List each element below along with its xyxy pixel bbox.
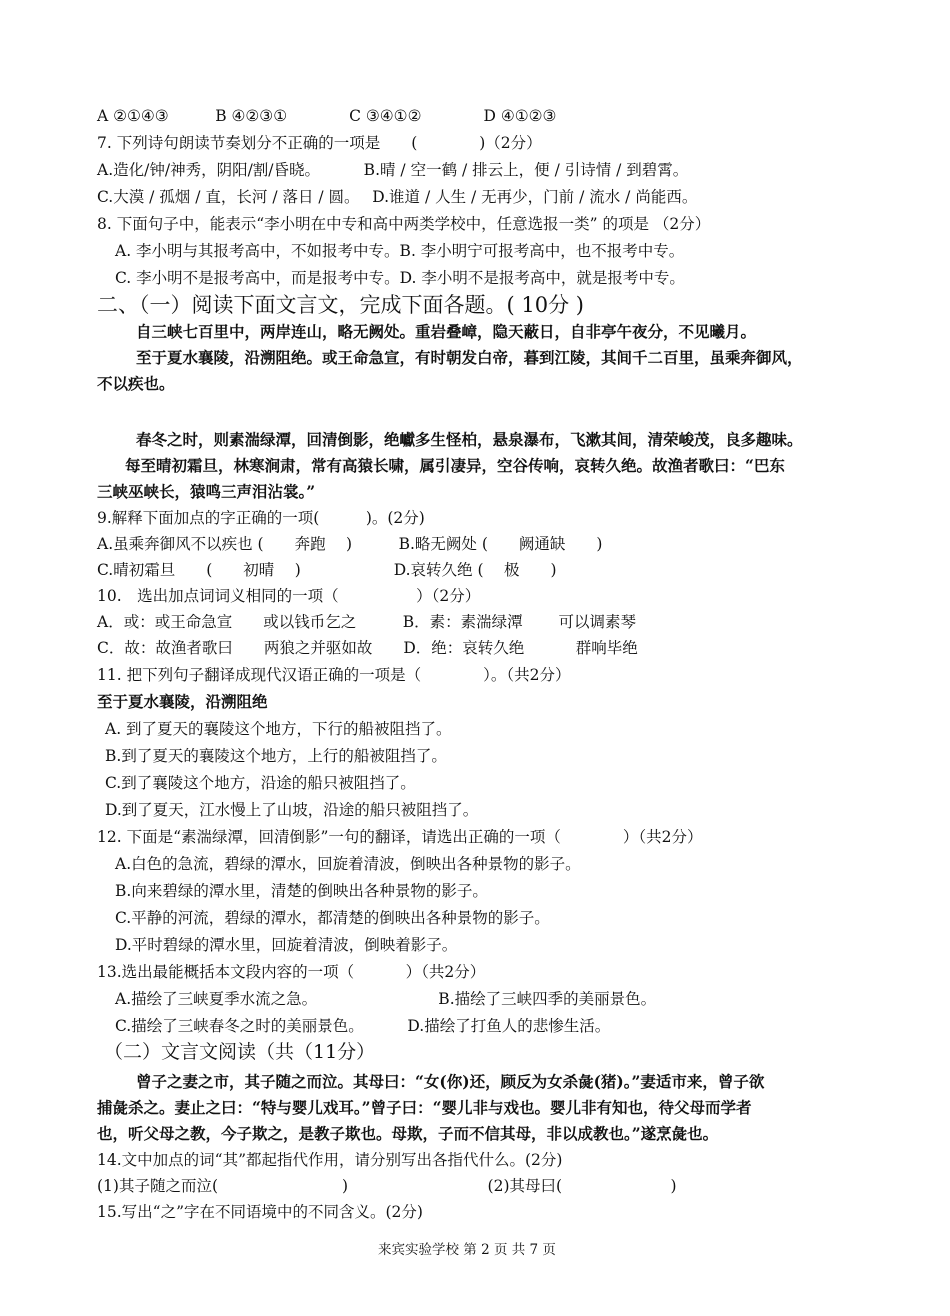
question-7: 7. 下列诗句朗读节奏划分不正确的一项是 ( )（2分） [97, 134, 542, 152]
q12-option-b: B.向来碧绿的潭水里，清楚的倒映出各种景物的影子。 [115, 882, 488, 900]
question-14: 14.文中加点的词“其”都起指代作用，请分别写出各指代什么。(2分) [97, 1151, 563, 1169]
q7-options-cd: C.大漠 / 孤烟 / 直，长河 / 落日 / 圆。 D.谁道 / 人生 / 无再少，门前 / 流水 / 尚能西。 [97, 188, 698, 206]
q8-options-ab: A. 李小明与其报考高中，不如报考中专。B. 李小明宁可报考高中，也不报考中专。 [115, 242, 685, 260]
q11-option-b: B.到了夏天的襄陵这个地方，上行的船被阻挡了。 [105, 747, 447, 765]
passage-two-line: 也，听父母之教，今子欺之，是教子欺也。母欺，子而不信其母，非以成教也。”遂烹彘也。 [97, 1124, 719, 1143]
page-footer: 来宾实验学校 第 2 页 共 7 页 [378, 1242, 556, 1258]
q13-options-ab: A.描绘了三峡夏季水流之急。 B.描绘了三峡四季的美丽景色。 [115, 990, 657, 1008]
q12-option-c: C.平静的河流，碧绿的潭水，都清楚的倒映出各种景物的影子。 [115, 909, 550, 927]
q8-options-cd: C. 李小明不是报考高中，而是报考中专。D. 李小明不是报考高中，就是报考中专。 [115, 269, 685, 287]
passage-line: 三峡巫峡长，猿鸣三声泪沾裳。” [97, 482, 316, 501]
q11-sentence: 至于夏水襄陵，沿溯阻绝 [97, 692, 268, 711]
q10-options-ab: A．或：或王命急宣 或以钱币乞之 B．素：素湍绿潭 可以调素琴 [97, 613, 637, 631]
question-10: 10. 选出加点词词义相同的一项（ ）（2分） [97, 587, 481, 605]
passage-two-line: 捕彘杀之。妻止之曰：“特与婴儿戏耳。”曾子曰：“婴儿非与戏也。婴儿非有知也，待父母而学者 [97, 1098, 752, 1117]
passage-line: 至于夏水襄陵，沿溯阻绝。或王命急宣，有时朝发白帝，暮到江陵，其间千二百里，虽乘奔御风， [136, 348, 803, 367]
q7-options-ab: A.造化/钟/神秀，阴阳/割/昏晓。 B.晴 / 空一鹤 / 排云上，便 / 引诗情 / 到碧霄。 [97, 161, 689, 179]
q12-option-d: D.平时碧绿的潭水里，回旋着清波，倒映着影子。 [115, 936, 458, 954]
q14-blanks: (1)其子随之而泣( ) (2)其母曰( ) [97, 1177, 677, 1195]
q13-options-cd: C.描绘了三峡春冬之时的美丽景色。 D.描绘了打鱼人的悲惨生活。 [115, 1017, 611, 1035]
q12-option-a: A.白色的急流，碧绿的潭水，回旋着清波，倒映出各种景物的影子。 [115, 855, 581, 873]
q9-options-ab: A.虽乘奔御风不以疾也 ( 奔跑 ) B.略无阙处 ( 阙通缺 ) [97, 535, 603, 553]
q6-options: A ②①④③ B ④②③① C ③④①② D ④①②③ [97, 107, 557, 125]
question-12: 12. 下面是“素湍绿潭，回清倒影”一句的翻译，请选出正确的一项（ ）（共2分） [97, 828, 703, 846]
q10-options-cd: C．故：故渔者歌曰 两狼之并驱如故 D．绝：哀转久绝 群响毕绝 [97, 639, 638, 657]
section-heading-two: （二）文言文阅读（共（11分） [104, 1041, 376, 1063]
passage-two-line: 曾子之妻之市，其子随之而泣。其母曰：“女(你)还，顾反为女杀彘(猪)。”妻适市来，曾子欲 [136, 1072, 765, 1091]
passage-line: 自三峡七百里中，两岸连山，略无阙处。重岩叠嶂，隐天蔽日，自非亭午夜分，不见曦月。 [136, 322, 757, 341]
passage-line: 不以疾也。 [97, 374, 175, 393]
question-11: 11. 把下列句子翻译成现代汉语正确的一项是（ ）。（共2分） [97, 666, 571, 684]
question-8: 8. 下面句子中，能表示“李小明在中专和高中两类学校中，任意选报一类” 的项是 （2分） [97, 215, 711, 233]
question-15: 15.写出“之”字在不同语境中的不同含义。(2分) [97, 1203, 423, 1221]
passage-line: 春冬之时，则素湍绿潭，回清倒影，绝巘多生怪柏，悬泉瀑布，飞漱其间，清荣峻茂，良多趣味。 [136, 430, 803, 449]
q11-option-c: C.到了襄陵这个地方，沿途的船只被阻挡了。 [105, 774, 416, 792]
q11-option-d: D.到了夏天，江水慢上了山坡，沿途的船只被阻挡了。 [105, 801, 479, 819]
question-9: 9.解释下面加点的字正确的一项( )。(2分) [97, 509, 425, 527]
section-heading-one: 二、（一）阅读下面文言文，完成下面各题。( 10分 ) [97, 293, 584, 317]
question-13: 13.选出最能概括本文段内容的一项（ ）（共2分） [97, 963, 486, 981]
q9-options-cd: C.晴初霜旦 ( 初晴 ) D.哀转久绝 ( 极 ) [97, 561, 557, 579]
passage-line: 每至晴初霜旦，林寒涧肃，常有高猿长啸，属引凄异，空谷传响，哀转久绝。故渔者歌曰：“巴东 [125, 456, 785, 475]
q11-option-a: A. 到了夏天的襄陵这个地方，下行的船被阻挡了。 [105, 720, 452, 738]
